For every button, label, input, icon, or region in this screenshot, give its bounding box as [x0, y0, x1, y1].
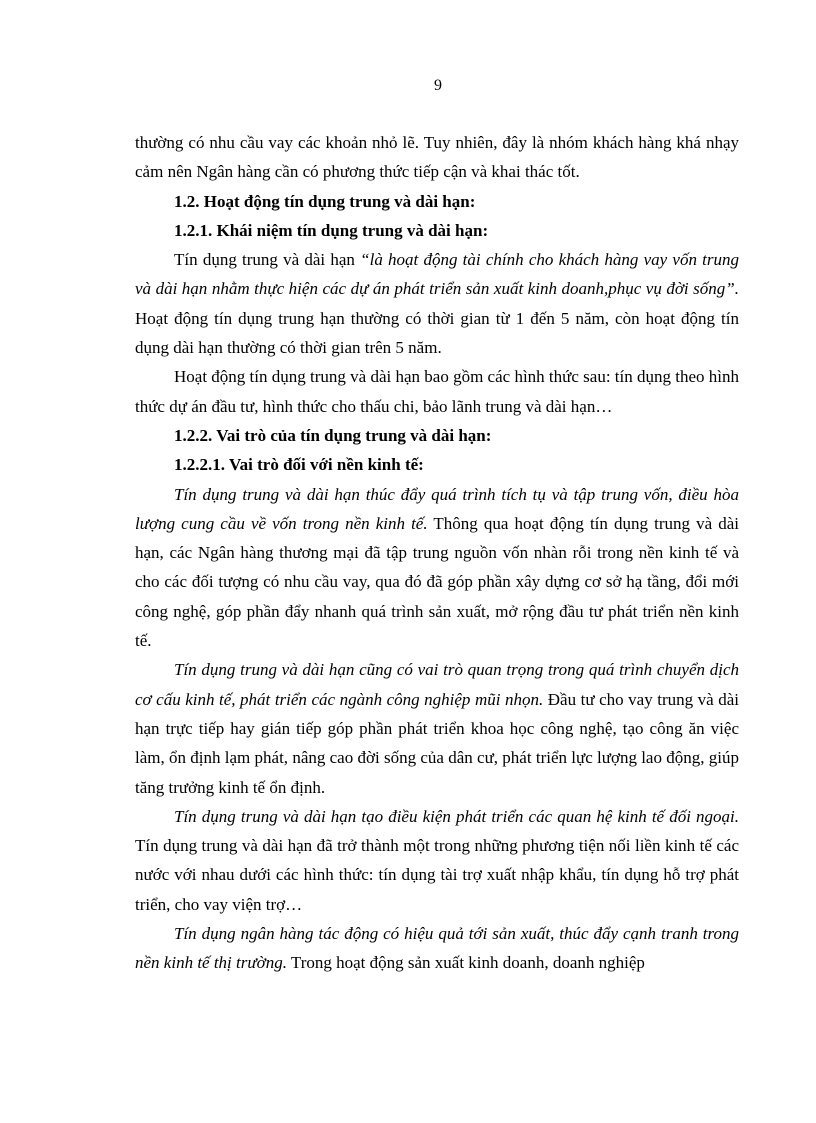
definition-rest: Hoạt động tín dụng trung hạn thường có thời gian từ 1 đến 5 năm, còn hoạt động tín dụng dài hạn thường có thời gian trên 5 năm. [135, 308, 739, 358]
economic-restructuring-rest: Đầu tư cho vay trung và dài hạn trực tiếp hay gián tiếp góp phần phát triển khoa học công nghệ, tạo công ăn việc làm, ổn định lạm phát, nâng cao đời sống của dân cư, phát triển lực lượng lao động, giúp tăng trưởng kinh tế ổn định. [135, 689, 739, 797]
foreign-relations-rest: Tín dụng trung và dài hạn đã trở thành một trong những phương tiện nối liền kinh tế các nước với nhau dưới các hình thức: tín dụng tài trợ xuất nhập khẩu, tín dụng hỗ trợ phát triển, cho vay viện trợ… [135, 836, 739, 914]
heading-section-1-2-2-1: 1.2.2.1. Vai trò đối với nền kinh tế: [174, 455, 424, 475]
production-efficiency-italic: Tín dụng ngân hàng tác động có hiệu quả tới sản xuất, thúc đẩy cạnh tranh trong nền kinh tế thị trường. [135, 924, 739, 973]
paragraph-economic-restructuring [135, 655, 739, 801]
heading-section-1-2: 1.2. Hoạt động tín dụng trung và dài hạn: [174, 191, 476, 211]
production-efficiency-rest: Trong hoạt động sản xuất kinh doanh, doanh nghiệp [286, 953, 645, 973]
definition-lead: Tín dụng trung và dài hạn [174, 250, 361, 270]
paragraph-continuation: thường có nhu cầu vay các khoản nhỏ lẽ. Tuy nhiên, đây là nhóm khách hàng khá nhạy cảm nên Ngân hàng cần có phương thức tiếp cận và khai thác tốt. [135, 133, 739, 182]
paragraph-definition [135, 245, 739, 362]
paragraph-production-efficiency [135, 919, 739, 978]
document-body [135, 128, 739, 978]
capital-accumulation-rest: Thông qua hoạt động tín dụng trung và dài hạn, các Ngân hàng thương mại đã tập trung nguồn vốn nhàn rỗi trong nền kinh tế và cho các đối tượng có nhu cầu vay, qua đó đã góp phần xây dựng cơ sở hạ tầng, đổi mới công nghệ, góp phần đẩy nhanh quá trình sản xuất, mở rộng đầu tư phát triển nền kinh tế. [135, 513, 739, 651]
foreign-relations-italic: Tín dụng trung và dài hạn tạo điều kiện phát triển các quan hệ kinh tế đối ngoại. [174, 806, 739, 826]
page-number: 9 [434, 77, 442, 94]
economic-restructuring-italic: Tín dụng trung và dài hạn cũng có vai trò quan trọng trong quá trình chuyển dịch cơ cấu kinh tế, phát triển các ngành công nghiệp mũi nhọn. [135, 660, 739, 709]
heading-section-1-2-2: 1.2.2. Vai trò của tín dụng trung và dài hạn: [174, 425, 492, 445]
capital-accumulation-italic: Tín dụng trung và dài hạn thúc đẩy quá trình tích tụ và tập trung vốn, điều hòa lượng cung cầu về vốn trong nền kinh tế. [135, 484, 739, 533]
paragraph-foreign-relations [135, 802, 739, 919]
paragraph-forms: Hoạt động tín dụng trung và dài hạn bao gồm các hình thức sau: tín dụng theo hình thức dự án đầu tư, hình thức cho thấu chi, bảo lãnh trung và dài hạn… [135, 367, 739, 416]
paragraph-capital-accumulation [135, 480, 739, 656]
heading-section-1-2-1: 1.2.1. Khái niệm tín dụng trung và dài hạn: [174, 220, 489, 240]
definition-quote: “là hoạt động tài chính cho khách hàng vay vốn trung và dài hạn nhằm thực hiện các dự án phát triển sản xuất kinh doanh,phục vụ đời sống”. [135, 250, 739, 299]
